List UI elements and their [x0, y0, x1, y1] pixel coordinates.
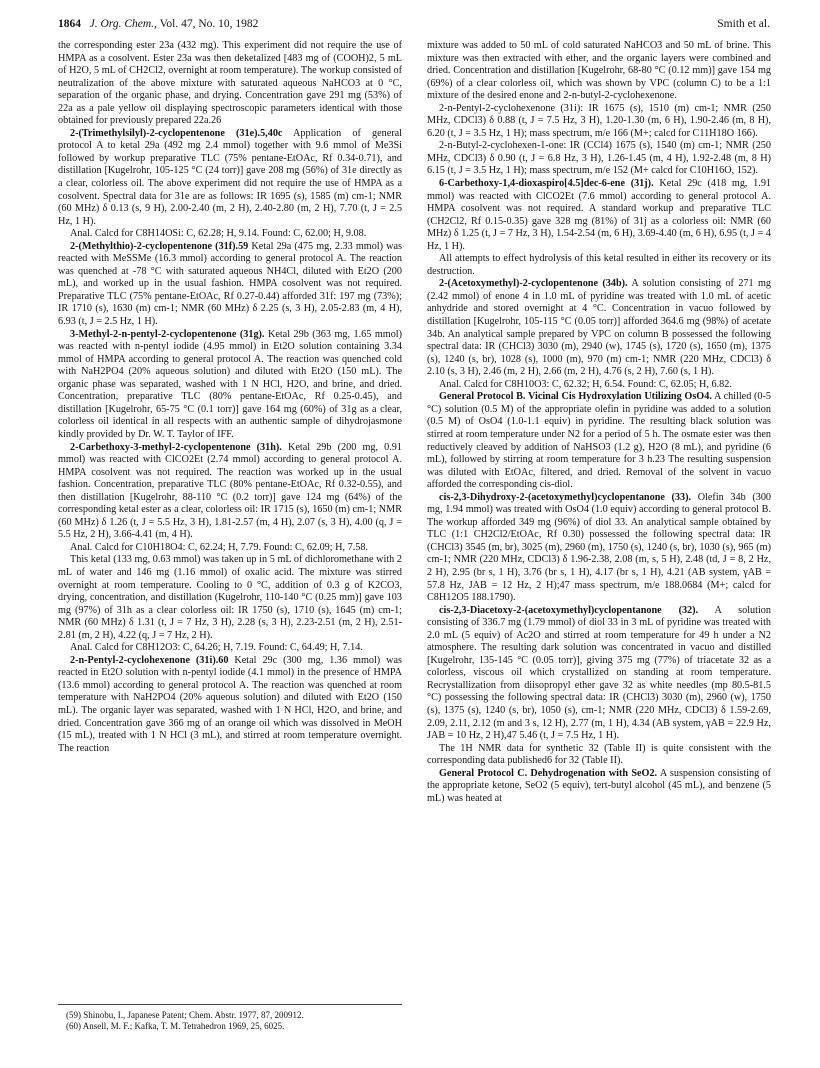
paragraph: Anal. Calcd for C10H18O4: C, 62.24; H, 7.79. Found: C, 62.09; H, 7.58. — [70, 541, 368, 553]
compound-heading: 3-Methyl-2-n-pentyl-2-cyclopentenone (31g). — [70, 328, 265, 340]
paragraph: cis-2,3-Dihydroxy-2-(acetoxymethyl)cyclopentanone (33). Olefin 34b (300 mg, 1.94 mmol) was treated with OsO4 (1.0 equiv) according to general protocol B. The workup afforded 349 mg (96%) of diol 33. An analytical sample obtained by TLC (1:1 CH2Cl2/EtOAc, Rf 0.30) possessed the following spectral data: IR (CHCl3) 3545 (m, br), 3025 (m), 2960 (m), 1750 (s), 1240 (s, br), 1030 (s), 965 (m) cm-1; NMR (220 MHz, CDCl3) δ 1.96-2.38, 2.08 (m, s, 5 H), 2.48 (td, J = 8, 2 Hz, 2 H), 2.95 (br s, 1 H), 3.76 (br s, 1 H), 4.17 (br s, 1 H), 4.21 (AB system, γAB = 57.8 Hz, JAB = 12 Hz, 2 H);47 mass spectrum, m/e 188.0684 (M+; calcd for C8H12O5 188.1790). — [427, 491, 772, 604]
paragraph: Anal. Calcd for C8H14OSi: C, 62.28; H, 9.14. Found: C, 62.00; H, 9.08. — [70, 228, 367, 240]
paragraph: The 1H NMR data for synthetic 32 (Table II) is quite consistent with the corresponding data published6 for 32 (Table II). — [427, 742, 771, 767]
footnotes — [58, 1004, 402, 1032]
paragraph: cis-2,3-Diacetoxy-2-(acetoxymethyl)cyclopentanone (32). A solution consisting of 336.7 mg (1.79 mmol) of diol 33 in 3 mL of pyridine was treated with 2.0 mL (5 equiv) of Ac2O and stirred at room temperature for 49 h under a N2 atmosphere. The resulting dark solution was concentrated in vacuo and distilled [Kugelrohr, 135-145 °C (0.05 torr)], giving 375 mg (77%) of triacetate 32 as a colorless, viscous oil which crystallized on standing at room temperature. Recrystallization from diisopropyl ether gave 32 as white needles (mp 80.5-81.5 °C) possessing the following spectral data: IR (CHCl3) 3030 (m), 2960 (w), 1750 (s), 1375 (s), 1240 (s, br), 1050 (s), cm-1; NMR (220 MHz, CDCl3) δ 1.59-2.69, 2.09, 2.11, 2.12 (m and 3 s, 12 H), 2.77 (m, 1 H), 4.34 (AB system, γAB = 22.9 Hz, JAB = 10 Hz, 2 H),47 5.46 (t, J = 7.5 Hz, 1 H). — [427, 604, 771, 742]
paragraph: 2-(Trimethylsilyl)-2-cyclopentenone (31e).5,40c Application of general protocol A to ketal 29a (492 mg 2.4 mmol) together with 9.6 mmol of Me3Si followed by workup preparative TLC (75% pentane-EtOAc, Rf 0.34-0.71), and distillation [Kugelrohr, 105-125 °C (24 torr)] gave 208 mg (56%) of 31e directly as a clear, colorless oil. The above experiment did not require the use of HMPA as a cosolvent. Spectral data for 31e are as follows: IR 1695 (s), 1585 (m) cm-1; NMR (60 MHz) δ 0.13 (s, 9 H), 2.00-2.40 (m, 2 H), 2.40-2.80 (m, 2 H), 7.70 (t, J = 2.5 Hz, 1 H). — [58, 127, 402, 227]
compound-heading: cis-2,3-Dihydroxy-2-(acetoxymethyl)cyclopentanone (33). — [439, 491, 692, 503]
compound-heading: 2-n-Pentyl-2-cyclohexenone (31i).60 — [70, 654, 229, 666]
compound-heading: 2-Carbethoxy-3-methyl-2-cyclopentenone (31h). — [70, 441, 282, 453]
paragraph: General Protocol C. Dehydrogenation with SeO2. A suspension consisting of the appropriate ketone, SeO2 (5 equiv), tert-butyl alcohol (45 mL), and benzene (5 mL) was heated at — [427, 767, 771, 804]
paragraph: General Protocol B. Vicinal Cis Hydroxylation Utilizing OsO4. A chilled (0-5 °C) solution (0.5 M) of the appropriate olefin in pyridine was added to a solution (0.5 M) of OsO4 (1.0-1.1 equiv) in pyridine. The resulting black solution was stirred at room temperature under N2 for a period of 5 h. The osmate ester was then reductively cleaved by addition of NaHSO3 (1.2 g), H2O (8 mL), and pyridine (6 mL), followed by stirring at room temperature for 3 h.23 The resulting suspension was diluted with EtOAc, filtered, and dried. Removal of the solvent in vacuo afforded the corresponding cis-diol. — [427, 391, 771, 491]
paragraph: 2-Carbethoxy-3-methyl-2-cyclopentenone (31h). Ketal 29b (200 mg, 0.91 mmol) was reacted with ClCO2Et (2.74 mmol) according to general protocol A. HMPA cosolvent was not required. The reaction was worked up in the usual fashion. Concentration, preparative TLC (80% pentane-EtOAc, Rf 0.32-0.55), and then distillation [Kugelrohr, 88-110 °C (0.2 torr)] gave 124 mg (64%) of the corresponding ketal ester as a clear, colorless oil: IR 1715 (s), 1650 (m) cm-1; NMR (60 MHz) δ 1.26 (t, J = 5.5 Hz, 3 H), 1.81-2.57 (m, 4 H), 2.07 (s, 3 H), 4.00 (q, J = 5.5 Hz, 2 H), 3.66-4.41 (m, 4 H). — [58, 441, 402, 541]
paragraph: 3-Methyl-2-n-pentyl-2-cyclopentenone (31g). Ketal 29b (363 mg, 1.65 mmol) was reacted with n-pentyl iodide (4.95 mmol) in Et2O solution containing 3.34 mmol of HMPA according to general protocol A. The reaction was quenched cold with NaH2PO4 (20% aqueous solution) and diluted with Et2O (150 mL). The organic phase was separated, washed with 1 N HCl, H2O, and brine, and dried. Concentration, preparative TLC (80% pentane-EtOAc, Rf 0.25-0.45), and distillation [Kugelrohr, 65-75 °C (0.1 torr)] gave 164 mg (60%) of 31g as a clear, colorless oil identical in all respects with an authentic sample of dihydrojasmone kindly provided by Dr. W. T. Taylor of IFF. — [58, 328, 403, 440]
paragraph: 6-Carbethoxy-1,4-dioxaspiro[4.5]dec-6-ene (31j). Ketal 29c (418 mg, 1.91 mmol) was reacted with ClCO2Et (7.6 mmol) according to general protocol A. HMPA cosolvent was not required. A standard workup and preparative TLC (CH2Cl2, Rf 0.15-0.35) gave 328 mg (81%) of 31j as a colorless oil: NMR (60 MHz) δ 1.25 (t, J = 7 Hz, 3 H), 1.54-2.54 (m, 6 H), 3.69-4.40 (m, 6 H), 6.95 (t, J = 4 Hz, 1 H). — [427, 178, 772, 252]
paragraph: 2-(Methylthio)-2-cyclopentenone (31f).59 Ketal 29a (475 mg, 2.33 mmol) was reacted with MeSSMe (16.3 mmol) according to general protocol A. The reaction was quenched at -78 °C with saturated aqueous NH4Cl, diluted with Et2O (200 mL), and worked up in the usual fashion. HMPA cosolvent was not required. Preparative TLC (75% pentane-EtOAc, Rf 0.27-0.44) afforded 31f: 197 mg (73%); IR 1710 (s), 1630 (m) cm-1; NMR (60 MHz) δ 2.25 (s, 3 H), 2.05-2.83 (m, 4 H), 6.93 (t, J = 2.5 Hz, 1 H). — [58, 240, 402, 328]
paragraph: mixture was added to 50 mL of cold saturated NaHCO3 and 50 mL of brine. This mixture was then extracted with ether, and the organic layers were combined and dried. Concentration and distillation [Kugelrohr, 68-80 °C (0.12 mm)] gave 154 mg (69%) of a clear colorless oil, which was shown by VPC (column C) to be a 1:1 mixture of the desired enone and 2-n-butyl-2-cyclohexenone. — [427, 40, 771, 102]
compound-heading: 2-(Methylthio)-2-cyclopentenone (31f).59 — [70, 240, 249, 252]
page-number: 1864 — [58, 18, 81, 30]
running-authors: Smith et al. — [717, 18, 770, 30]
paragraph: the corresponding ester 23a (432 mg). This experiment did not require the use of HMPA as a cosolvent. Ester 23a was then deketalized [483 mg of (COOH)2, 5 mL of H2O, 5 mL of CH2Cl2, overnight at room temperature). The workup consisted of neutralization of the above mixture with saturated aqueous NaHCO3 at 0 °C, separation of the organic phase, and drying. Concentration gave 291 mg (53%) of 22a as a pale yellow oil displaying spectroscopic parameters identical with those obtained for previously prepared 22a.26 — [58, 40, 402, 127]
paragraph: All attempts to effect hydrolysis of this ketal resulted in either its recovery or its destruction. — [427, 253, 771, 277]
paragraph: This ketal (133 mg, 0.63 mmol) was taken up in 5 mL of dichloromethane with 2 mL of water and 146 mg (1.16 mmol) of oxalic acid. The mixture was stirred overnight at room temperature. Cooling to 0 °C, addition of 0.3 g of K2CO3, drying, concentration, and distillation (Kugelrohr, 110-140 °C (0.25 mm)] gave 103 mg (97%) of 31h as a clear colorless oil: IR 1750 (s), 1710 (s), 1645 (m) cm-1; NMR (60 MHz) δ 1.31 (t, J = 7 Hz, 3 H), 2.28 (s, 3 H), 2.23-2.51 (m, 2 H), 2.51-2.81 (m, 2 H), 4.22 (q, J = 7 Hz, 2 H). — [58, 554, 402, 641]
compound-heading: cis-2,3-Diacetoxy-2-(acetoxymethyl)cyclopentanone (32). — [439, 604, 699, 616]
paragraph: 2-n-Pentyl-2-cyclohexenone (31i): IR 1675 (s), 1510 (m) cm-1; NMR (250 MHz, CDCl3) δ 0.88 (t, J = 7.5 Hz, 3 H), 1.20-1.30 (m, 6 H), 1.90-2.46 (m, 8 H), 6.20 (t, J = 3.5 Hz, 1 H); mass spectrum, m/e 166 (M+; calcd for C11H18O 166). — [427, 102, 771, 139]
paragraph: 2-(Acetoxymethyl)-2-cyclopentenone (34b). A solution consisting of 271 mg (2.42 mmol) of enone 4 in 1.0 mL of pyridine was treated with 1.0 mL of acetic anhydride and stored overnight at 4 °C. Concentration in vacuo followed by distillation [Kugelrohr, 105-115 °C (0.05 torr)] afforded 364.6 mg (98%) of acetate 34b. An analytical sample prepared by VPC on column B possessed the following spectral data: IR (CHCl3) 3030 (m), 2940 (w), 1745 (s), 1720 (s), 1650 (m), 1375 (s), 1240 (s, br), 1028 (s), 1000 (m), 970 (m) cm-1; NMR (220 MHz, CDCl3) δ 2.10 (s, 3 H), 2.46 (m, 2 H), 2.66 (m, 2 H), 4.76 (s, 2 H), 7.60 (s, 1 H). — [427, 278, 771, 378]
page-header — [58, 18, 770, 34]
paragraph: Anal. Calcd for C8H10O3: C, 62.32; H, 6.54. Found: C, 62.05; H, 6.82. — [439, 378, 732, 390]
footnote: (59) Shinobu, I., Japanese Patent; Chem. Abstr. 1977, 87, 200912. — [66, 1010, 304, 1020]
journal-name: J. Org. Chem., — [89, 18, 157, 30]
protocol-heading: General Protocol C. Dehydrogenation with SeO2. — [439, 767, 658, 779]
right-column — [427, 40, 771, 1050]
paragraph: Anal. Calcd for C8H12O3: C, 64.26; H, 7.19. Found: C, 64.49; H, 7.14. — [70, 642, 363, 654]
compound-heading: 6-Carbethoxy-1,4-dioxaspiro[4.5]dec-6-ene (31j). — [439, 178, 654, 190]
compound-heading: 2-(Acetoxymethyl)-2-cyclopentenone (34b). — [439, 278, 628, 290]
compound-heading: 2-(Trimethylsilyl)-2-cyclopentenone (31e).5,40c — [70, 127, 283, 139]
header-left — [58, 18, 258, 30]
paragraph: 2-n-Butyl-2-cyclohexen-1-one: IR (CCl4) 1675 (s), 1540 (m) cm-1; NMR (250 MHz, CDCl3) δ 0.90 (t, J = 6.8 Hz, 3 H), 1.26-1.45 (m, 4 H), 1.92-2.48 (m, 8 H) 6.15 (t, J = 3.5 Hz, 1 H); mass spectrum, m/e 152 (M+ calcd for C10H16O, 152). — [427, 140, 771, 177]
paragraph: 2-n-Pentyl-2-cyclohexenone (31i).60 Ketal 29c (300 mg, 1.36 mmol) was reacted in Et2O solution with n-pentyl iodide (4.1 mmol) in the presence of HMPA (13.6 mmol) according to general protocol A. The reaction was quenched at room temperature with NaH2PO4 (20% aqueous solution) and diluted with Et2O (150 mL). The organic layer was separated, washed with 1 N HCl, H2O, and brine, and dried. Concentration gave 366 mg of an orange oil which was dissolved in MeOH (15 mL), treated with 1 N HCl (3 mL), and stirred at room temperature overnight. The reaction — [58, 654, 402, 754]
footnote: (60) Ansell, M. F.; Kafka, T. M. Tetrahedron 1969, 25, 6025. — [66, 1021, 285, 1031]
left-column — [58, 40, 402, 1050]
volume-info: Vol. 47, No. 10, 1982 — [159, 18, 259, 30]
protocol-heading: General Protocol B. Vicinal Cis Hydroxylation Utilizing OsO4. — [439, 391, 712, 403]
